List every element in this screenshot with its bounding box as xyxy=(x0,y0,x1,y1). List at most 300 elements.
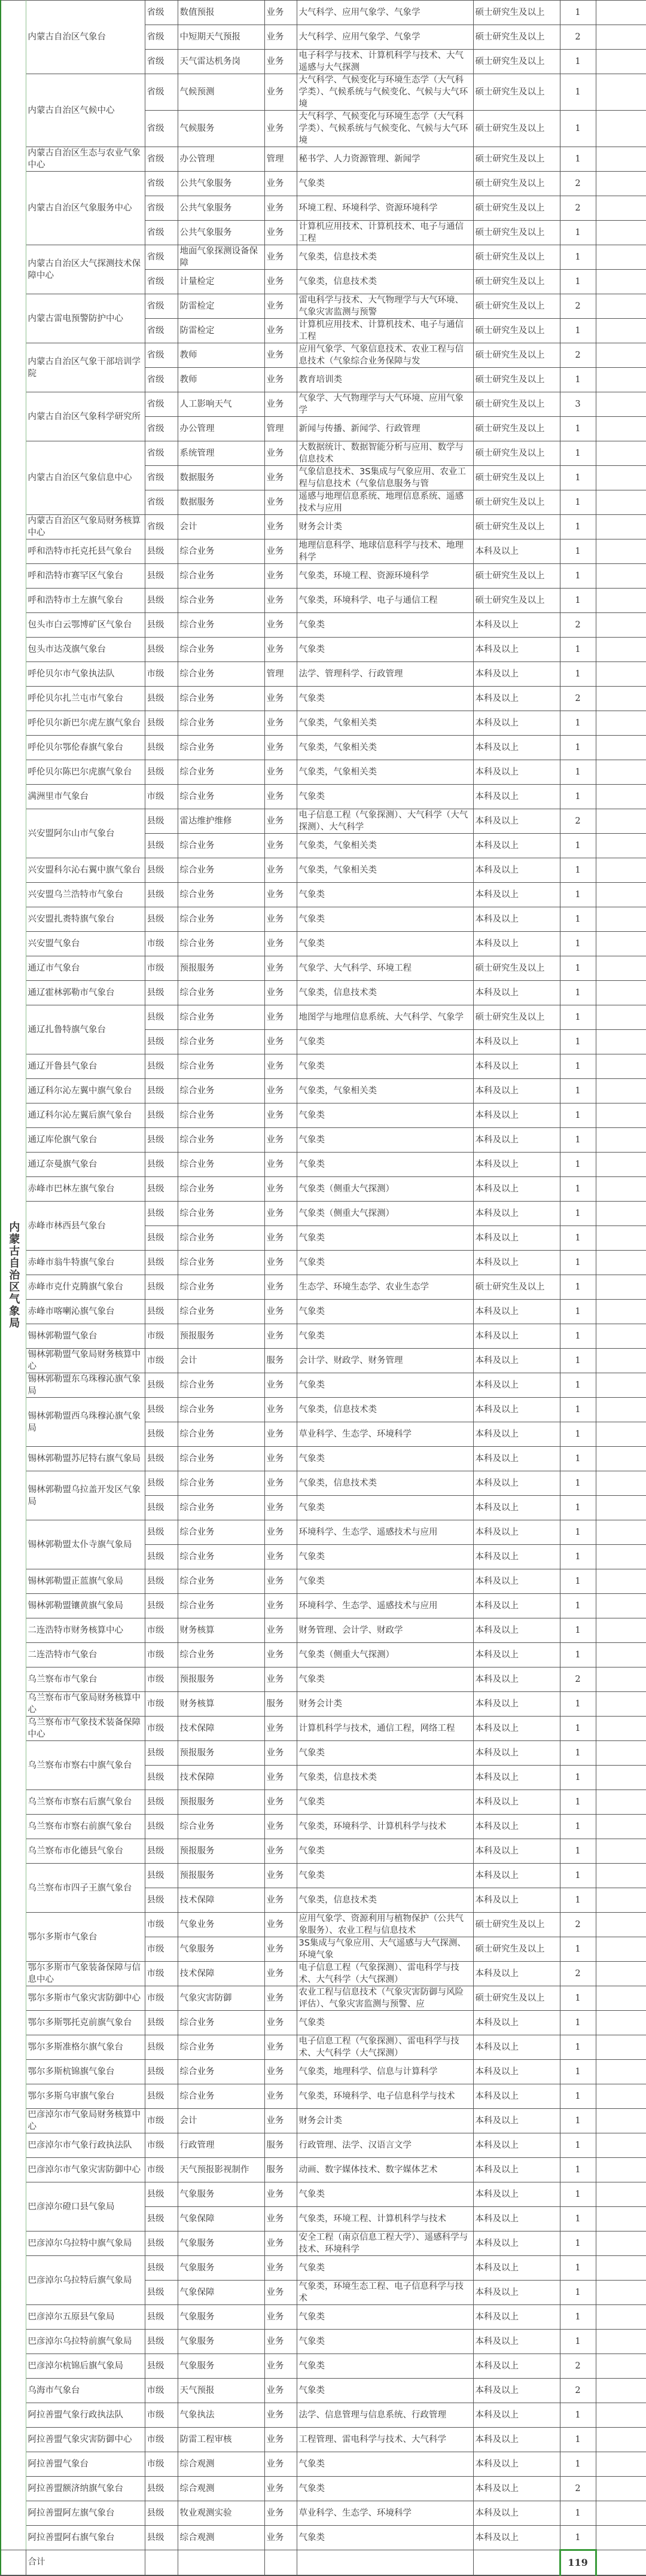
table-row xyxy=(1,2428,646,2452)
type-cell: 服务 xyxy=(264,2158,297,2182)
level-cell: 省级 xyxy=(145,319,178,343)
remark-cell xyxy=(596,2550,646,2575)
empty-cell xyxy=(473,2550,560,2575)
table-row xyxy=(1,687,646,711)
remark-cell xyxy=(596,1324,646,1349)
table-row xyxy=(1,2379,646,2403)
unit-name: 锡林郭勒盟东乌珠穆沁旗气象局 xyxy=(26,1373,145,1398)
table-row xyxy=(1,2330,646,2354)
count-cell: 1 xyxy=(560,2403,596,2428)
type-cell: 业务 xyxy=(264,1496,297,1520)
post-cell: 财务核算 xyxy=(178,1618,264,1643)
count-cell: 1 xyxy=(560,1888,596,1913)
type-cell: 业务 xyxy=(264,221,297,245)
remark-cell xyxy=(596,1741,646,1766)
major-cell: 气象类 xyxy=(297,1324,473,1349)
count-cell: 1 xyxy=(560,1864,596,1888)
type-cell: 业务 xyxy=(264,2109,297,2133)
count-cell: 2 xyxy=(560,1913,596,1937)
level-cell: 市级 xyxy=(145,1667,178,1692)
unit-name: 锡林郭勒盟太仆寺旗气象局 xyxy=(26,1520,145,1569)
education-cell: 本科及以上 xyxy=(473,2060,560,2084)
table-row xyxy=(1,1790,646,1815)
remark-cell xyxy=(596,1373,646,1398)
education-cell: 硕士研究生及以上 xyxy=(473,1913,560,1937)
education-cell: 本科及以上 xyxy=(473,2133,560,2158)
type-cell: 业务 xyxy=(264,613,297,638)
education-cell: 本科及以上 xyxy=(473,711,560,736)
post-cell: 综合业务 xyxy=(178,1177,264,1202)
table-row xyxy=(1,1373,646,1398)
education-cell: 本科及以上 xyxy=(473,2452,560,2477)
education-cell: 硕士研究生及以上 xyxy=(473,1005,560,1030)
education-cell: 硕士研究生及以上 xyxy=(473,343,560,368)
education-cell: 本科及以上 xyxy=(473,2182,560,2207)
major-cell: 财务会计类 xyxy=(297,1692,473,1717)
count-cell: 1 xyxy=(560,2428,596,2452)
type-cell: 业务 xyxy=(264,1864,297,1888)
table-row xyxy=(1,2133,646,2158)
major-cell: 气象类 xyxy=(297,907,473,932)
major-cell: 气象类，环境工程、计算机科学与技术 xyxy=(297,2207,473,2231)
major-cell: 地图学与地理信息系统、大气科学、气象学 xyxy=(297,1005,473,1030)
count-cell: 1 xyxy=(560,1030,596,1054)
count-cell: 1 xyxy=(560,1520,596,1545)
post-cell: 综合业务 xyxy=(178,907,264,932)
table-row xyxy=(1,564,646,589)
level-cell: 县级 xyxy=(145,1251,178,1275)
remark-cell xyxy=(596,981,646,1005)
table-row xyxy=(1,2501,646,2526)
total-count: 119 xyxy=(560,2550,596,2575)
level-cell: 县级 xyxy=(145,736,178,760)
level-cell: 县级 xyxy=(145,2477,178,2501)
level-cell: 县级 xyxy=(145,2231,178,2256)
education-cell: 本科及以上 xyxy=(473,1324,560,1349)
level-cell: 市级 xyxy=(145,2403,178,2428)
count-cell: 1 xyxy=(560,2305,596,2330)
type-cell: 业务 xyxy=(264,1251,297,1275)
type-cell: 管理 xyxy=(264,662,297,687)
post-cell: 技术保障 xyxy=(178,1766,264,1790)
table-row xyxy=(1,589,646,613)
post-cell: 综合业务 xyxy=(178,1300,264,1324)
major-cell: 气象类，信息技术类 xyxy=(297,981,473,1005)
table-row xyxy=(1,638,646,662)
post-cell: 综合业务 xyxy=(178,1054,264,1079)
post-cell: 综合业务 xyxy=(178,1815,264,1839)
remark-cell xyxy=(596,1815,646,1839)
major-cell: 动画、数字媒体技术、数字媒体艺术 xyxy=(297,2158,473,2182)
unit-name: 阿拉善盟额济纳旗气象台 xyxy=(26,2477,145,2501)
major-cell: 3S集成与气象应用、大气遥感与大气探测、环境气象 xyxy=(297,1937,473,1962)
post-cell: 综合业务 xyxy=(178,2060,264,2084)
type-cell: 业务 xyxy=(264,1962,297,1986)
level-cell: 省级 xyxy=(145,147,178,172)
post-cell: 办公管理 xyxy=(178,147,264,172)
count-cell: 1 xyxy=(560,1643,596,1667)
type-cell: 业务 xyxy=(264,2256,297,2281)
remark-cell xyxy=(596,1569,646,1594)
remark-cell xyxy=(596,2133,646,2158)
unit-name: 巴彦淖尔市气象局财务核算中心 xyxy=(26,2109,145,2133)
unit-name: 乌兰察布市察右前旗气象台 xyxy=(26,1815,145,1839)
remark-cell xyxy=(596,2477,646,2501)
major-cell: 气象类 xyxy=(297,1545,473,1569)
level-cell: 省级 xyxy=(145,515,178,539)
post-cell: 牧业观测实验 xyxy=(178,2501,264,2526)
major-cell: 计算机应用技术、计算机技术、电子与通信工程 xyxy=(297,221,473,245)
remark-cell xyxy=(596,441,646,466)
type-cell: 业务 xyxy=(264,1275,297,1300)
table-row xyxy=(1,2182,646,2207)
unit-name: 巴彦淖尔磴口县气象局 xyxy=(26,2182,145,2231)
major-cell: 气象类 xyxy=(297,1667,473,1692)
post-cell: 会计 xyxy=(178,2109,264,2133)
post-cell: 计量检定 xyxy=(178,270,264,294)
major-cell: 气象类 xyxy=(297,2379,473,2403)
post-cell: 数据服务 xyxy=(178,490,264,515)
count-cell: 1 xyxy=(560,2084,596,2109)
table-row xyxy=(1,1275,646,1300)
type-cell: 业务 xyxy=(264,907,297,932)
count-cell: 1 xyxy=(560,932,596,956)
remark-cell xyxy=(596,2526,646,2550)
type-cell: 业务 xyxy=(264,1741,297,1766)
major-cell: 气象类，环境科学、电子信息科学与技术 xyxy=(297,2084,473,2109)
unit-name: 锡林郭勒盟西乌珠穆沁旗气象局 xyxy=(26,1398,145,1447)
education-cell: 硕士研究生及以上 xyxy=(473,74,560,111)
major-cell: 环境工程、环境科学、资源环境科学 xyxy=(297,196,473,221)
type-cell: 业务 xyxy=(264,589,297,613)
education-cell: 硕士研究生及以上 xyxy=(473,111,560,147)
unit-name: 锡林郭勒盟正蓝旗气象局 xyxy=(26,1569,145,1594)
type-cell: 业务 xyxy=(264,981,297,1005)
type-cell: 业务 xyxy=(264,2501,297,2526)
unit-name: 呼伦贝尔市气象执法队 xyxy=(26,662,145,687)
education-cell: 本科及以上 xyxy=(473,2354,560,2379)
education-cell: 本科及以上 xyxy=(473,981,560,1005)
major-cell: 气象类，信息技术类 xyxy=(297,1471,473,1496)
type-cell: 管理 xyxy=(264,417,297,441)
remark-cell xyxy=(596,2109,646,2133)
major-cell: 气象类 xyxy=(297,1030,473,1054)
major-cell: 大气科学、气候变化与环境生态学（大气科学类）、气候系统与气候变化、气候与大气环境 xyxy=(297,111,473,147)
level-cell: 县级 xyxy=(145,2182,178,2207)
level-cell: 县级 xyxy=(145,1569,178,1594)
total-spacer xyxy=(1,2550,26,2575)
major-cell: 气象类 xyxy=(297,1054,473,1079)
level-cell: 县级 xyxy=(145,1864,178,1888)
remark-cell xyxy=(596,1692,646,1717)
major-cell: 气象类 xyxy=(297,172,473,196)
unit-name: 兴安盟阿尔山市气象台 xyxy=(26,809,145,858)
type-cell: 业务 xyxy=(264,858,297,883)
remark-cell xyxy=(596,1398,646,1422)
table-row xyxy=(1,172,646,196)
table-row xyxy=(1,858,646,883)
level-cell: 市级 xyxy=(145,662,178,687)
education-cell: 本科及以上 xyxy=(473,2035,560,2060)
post-cell: 雷达维护维修 xyxy=(178,809,264,834)
unit-name: 阿拉善盟气象灾害防御中心 xyxy=(26,2428,145,2452)
table-row xyxy=(1,1618,646,1643)
education-cell: 硕士研究生及以上 xyxy=(473,466,560,490)
count-cell: 1 xyxy=(560,1741,596,1766)
count-cell: 1 xyxy=(560,2526,596,2550)
remark-cell xyxy=(596,2207,646,2231)
table-row xyxy=(1,1398,646,1422)
unit-name: 赤峰市克什克腾旗气象台 xyxy=(26,1275,145,1300)
type-cell: 业务 xyxy=(264,834,297,858)
unit-name: 锡林郭勒盟气象台 xyxy=(26,1324,145,1349)
type-cell: 业务 xyxy=(264,711,297,736)
table-row xyxy=(1,1594,646,1618)
remark-cell xyxy=(596,1251,646,1275)
education-cell: 硕士研究生及以上 xyxy=(473,1275,560,1300)
post-cell: 气象服务 xyxy=(178,2305,264,2330)
level-cell: 县级 xyxy=(145,564,178,589)
remark-cell xyxy=(596,932,646,956)
major-cell: 气象类，气象相关类 xyxy=(297,760,473,785)
remark-cell xyxy=(596,2428,646,2452)
unit-name: 呼伦贝尔扎兰屯市气象台 xyxy=(26,687,145,711)
count-cell: 1 xyxy=(560,907,596,932)
table-row xyxy=(1,392,646,417)
count-cell: 2 xyxy=(560,294,596,319)
major-cell: 气象类，环境科学、电子与通信工程 xyxy=(297,589,473,613)
post-cell: 综合业务 xyxy=(178,760,264,785)
post-cell: 数值预报 xyxy=(178,1,264,25)
type-cell: 业务 xyxy=(264,809,297,834)
type-cell: 业务 xyxy=(264,2035,297,2060)
remark-cell xyxy=(596,1226,646,1251)
unit-name: 鄂尔多斯准格尔旗气象台 xyxy=(26,2035,145,2060)
type-cell: 业务 xyxy=(264,368,297,392)
education-cell: 本科及以上 xyxy=(473,1815,560,1839)
education-cell: 本科及以上 xyxy=(473,1962,560,1986)
count-cell: 1 xyxy=(560,711,596,736)
type-cell: 业务 xyxy=(264,1545,297,1569)
education-cell: 硕士研究生及以上 xyxy=(473,270,560,294)
education-cell: 本科及以上 xyxy=(473,1667,560,1692)
education-cell: 本科及以上 xyxy=(473,1103,560,1128)
major-cell: 气象类，地理科学、信息与计算科学 xyxy=(297,2060,473,2084)
major-cell: 气象类 xyxy=(297,2354,473,2379)
unit-name: 巴彦淖尔乌拉特后旗气象局 xyxy=(26,2256,145,2305)
education-cell: 本科及以上 xyxy=(473,2231,560,2256)
remark-cell xyxy=(596,711,646,736)
level-cell: 市级 xyxy=(145,1692,178,1717)
level-cell: 县级 xyxy=(145,1226,178,1251)
remark-cell xyxy=(596,294,646,319)
education-cell: 本科及以上 xyxy=(473,2305,560,2330)
major-cell: 新闻与传播、新闻学、行政管理 xyxy=(297,417,473,441)
remark-cell xyxy=(596,539,646,564)
table-row xyxy=(1,1864,646,1888)
remark-cell xyxy=(596,638,646,662)
table-row xyxy=(1,1324,646,1349)
count-cell: 1 xyxy=(560,2133,596,2158)
post-cell: 气象保障 xyxy=(178,2281,264,2305)
major-cell: 法学、信息管理与信息系统、行政管理 xyxy=(297,2403,473,2428)
level-cell: 县级 xyxy=(145,539,178,564)
table-row xyxy=(1,1447,646,1471)
level-cell: 县级 xyxy=(145,1447,178,1471)
post-cell: 综合业务 xyxy=(178,564,264,589)
table-row xyxy=(1,515,646,539)
type-cell: 业务 xyxy=(264,245,297,270)
unit-name: 包头市达茂旗气象台 xyxy=(26,638,145,662)
type-cell: 业务 xyxy=(264,785,297,809)
bureau-name: 内蒙古自治区气象局 xyxy=(1,1,26,2550)
remark-cell xyxy=(596,1643,646,1667)
remark-cell xyxy=(596,319,646,343)
count-cell: 2 xyxy=(560,687,596,711)
type-cell: 业务 xyxy=(264,25,297,50)
major-cell: 气象类 xyxy=(297,1251,473,1275)
post-cell: 预报服务 xyxy=(178,1790,264,1815)
remark-cell xyxy=(596,1496,646,1520)
type-cell: 业务 xyxy=(264,2477,297,2501)
unit-name: 巴彦淖尔乌拉特中旗气象局 xyxy=(26,2231,145,2256)
type-cell: 业务 xyxy=(264,74,297,111)
major-cell: 气象类，环境工程、资源环境科学 xyxy=(297,564,473,589)
remark-cell xyxy=(596,1177,646,1202)
major-cell: 气象类 xyxy=(297,1496,473,1520)
remark-cell xyxy=(596,1202,646,1226)
post-cell: 综合业务 xyxy=(178,1373,264,1398)
major-cell: 法学、管理科学、行政管理 xyxy=(297,662,473,687)
unit-name: 赤峰市林西县气象台 xyxy=(26,1202,145,1251)
education-cell: 硕士研究生及以上 xyxy=(473,392,560,417)
education-cell: 本科及以上 xyxy=(473,1226,560,1251)
education-cell: 本科及以上 xyxy=(473,1079,560,1103)
unit-name: 乌兰察布市气象技术装备保障中心 xyxy=(26,1717,145,1741)
count-cell: 1 xyxy=(560,1790,596,1815)
major-cell: 气象类 xyxy=(297,1447,473,1471)
count-cell: 1 xyxy=(560,1153,596,1177)
major-cell: 气象类，气象相关类 xyxy=(297,1079,473,1103)
table-row xyxy=(1,1986,646,2011)
major-cell: 气象类 xyxy=(297,2256,473,2281)
post-cell: 气候预测 xyxy=(178,74,264,111)
type-cell: 业务 xyxy=(264,1643,297,1667)
education-cell: 硕士研究生及以上 xyxy=(473,1,560,25)
major-cell: 气象类，气象相关类 xyxy=(297,858,473,883)
level-cell: 县级 xyxy=(145,1520,178,1545)
post-cell: 综合业务 xyxy=(178,539,264,564)
type-cell: 服务 xyxy=(264,2133,297,2158)
post-cell: 气象服务 xyxy=(178,2354,264,2379)
unit-name: 通辽扎鲁特旗气象台 xyxy=(26,1005,145,1054)
type-cell: 业务 xyxy=(264,1447,297,1471)
education-cell: 本科及以上 xyxy=(473,1177,560,1202)
education-cell: 本科及以上 xyxy=(473,1864,560,1888)
remark-cell xyxy=(596,1054,646,1079)
remark-cell xyxy=(596,687,646,711)
type-cell: 业务 xyxy=(264,2305,297,2330)
major-cell: 气象类 xyxy=(297,1300,473,1324)
count-cell: 1 xyxy=(560,1569,596,1594)
type-cell: 业务 xyxy=(264,1128,297,1153)
remark-cell xyxy=(596,2452,646,2477)
count-cell: 1 xyxy=(560,1005,596,1030)
remark-cell xyxy=(596,245,646,270)
post-cell: 会计 xyxy=(178,1349,264,1373)
remark-cell xyxy=(596,196,646,221)
education-cell: 硕士研究生及以上 xyxy=(473,589,560,613)
count-cell: 1 xyxy=(560,2060,596,2084)
education-cell: 硕士研究生及以上 xyxy=(473,147,560,172)
level-cell: 市级 xyxy=(145,2452,178,2477)
unit-name: 乌兰察布市气象局财务核算中心 xyxy=(26,1692,145,1717)
count-cell: 2 xyxy=(560,809,596,834)
unit-name: 鄂尔多斯市气象台 xyxy=(26,1913,145,1962)
education-cell: 本科及以上 xyxy=(473,2158,560,2182)
post-cell: 综合业务 xyxy=(178,687,264,711)
remark-cell xyxy=(596,662,646,687)
table-row xyxy=(1,1153,646,1177)
level-cell: 省级 xyxy=(145,111,178,147)
table-row xyxy=(1,1177,646,1202)
level-cell: 县级 xyxy=(145,638,178,662)
type-cell: 业务 xyxy=(264,2231,297,2256)
level-cell: 县级 xyxy=(145,2256,178,2281)
major-cell: 遥感与地理信息系统、地理信息系统、遥感技术与应用 xyxy=(297,490,473,515)
post-cell: 公共气象服务 xyxy=(178,172,264,196)
education-cell: 硕士研究生及以上 xyxy=(473,50,560,74)
post-cell: 综合观测 xyxy=(178,2452,264,2477)
type-cell: 业务 xyxy=(264,2452,297,2477)
major-cell: 气象类 xyxy=(297,1569,473,1594)
level-cell: 县级 xyxy=(145,613,178,638)
type-cell: 业务 xyxy=(264,1,297,25)
table-row xyxy=(1,1300,646,1324)
type-cell: 业务 xyxy=(264,1569,297,1594)
major-cell: 气象类 xyxy=(297,1741,473,1766)
type-cell: 业务 xyxy=(264,1398,297,1422)
level-cell: 市级 xyxy=(145,1913,178,1937)
major-cell: 财务管理、会计学、财政学 xyxy=(297,1618,473,1643)
major-cell: 地理信息科学、地球信息科学与技术、地理科学 xyxy=(297,539,473,564)
post-cell: 综合业务 xyxy=(178,1496,264,1520)
count-cell: 1 xyxy=(560,2035,596,2060)
count-cell: 1 xyxy=(560,441,596,466)
level-cell: 省级 xyxy=(145,417,178,441)
major-cell: 工程管理、雷电科学与技术、大气科学 xyxy=(297,2428,473,2452)
count-cell: 1 xyxy=(560,1815,596,1839)
level-cell: 县级 xyxy=(145,1398,178,1422)
post-cell: 中短期天气预报 xyxy=(178,25,264,50)
post-cell: 综合业务 xyxy=(178,1226,264,1251)
unit-name: 巴彦淖尔市气象行政执法队 xyxy=(26,2133,145,2158)
type-cell: 业务 xyxy=(264,1324,297,1349)
count-cell: 1 xyxy=(560,1202,596,1226)
level-cell: 县级 xyxy=(145,809,178,834)
level-cell: 县级 xyxy=(145,2354,178,2379)
level-cell: 县级 xyxy=(145,858,178,883)
unit-name: 满洲里市气象台 xyxy=(26,785,145,809)
unit-name: 包头市白云鄂博矿区气象台 xyxy=(26,613,145,638)
major-cell: 会计学、财政学、财务管理 xyxy=(297,1349,473,1373)
post-cell: 综合业务 xyxy=(178,589,264,613)
remark-cell xyxy=(596,1962,646,1986)
count-cell: 1 xyxy=(560,1251,596,1275)
table-row xyxy=(1,1,646,25)
major-cell: 电子信息工程（气象探测）、大气科学（大气探测）、大气科学 xyxy=(297,809,473,834)
table-row xyxy=(1,441,646,466)
